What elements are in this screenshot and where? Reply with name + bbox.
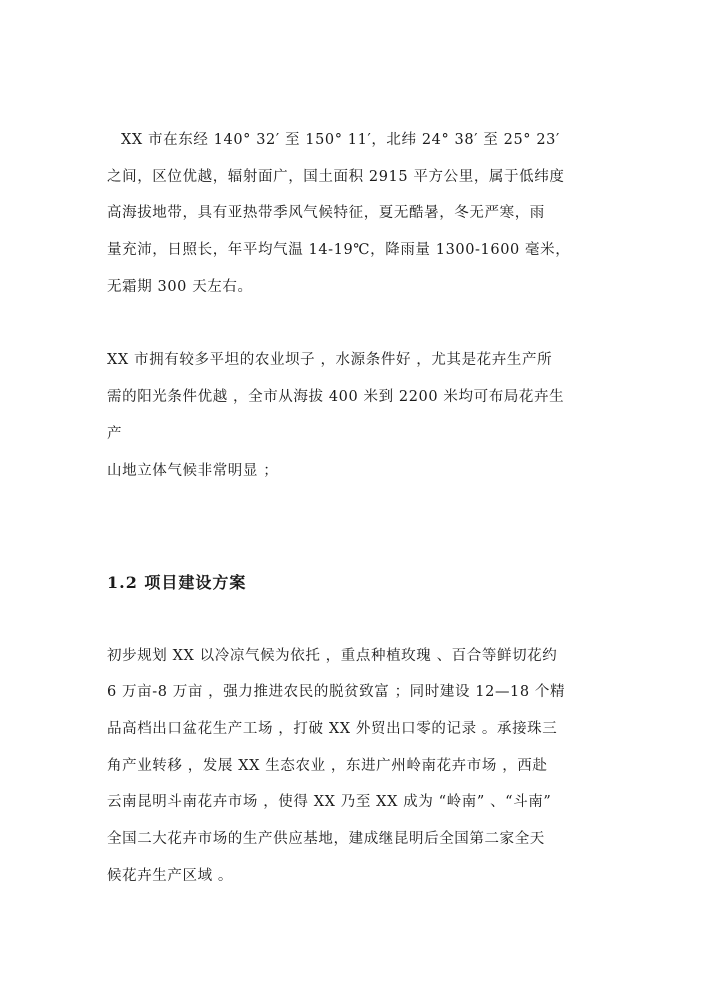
paragraph-2-line-2: 需的阳光条件优越 ，全市从海拔 400 米到 2200 米均可布局花卉生	[107, 389, 565, 405]
paragraph-1-line-4: 量充沛，日照长，年平均气温 14-19℃，降雨量 1300-1600 毫米，	[107, 242, 571, 258]
paragraph-3-line-6: 全国二大花卉市场的生产供应基地，建成继昆明后全国第二家全天	[107, 831, 545, 847]
section-heading: 1.2 项目建设方案	[107, 573, 247, 592]
paragraph-1-line-5: 无霜期 300 天左右。	[107, 279, 253, 295]
paragraph-2-line-1: XX 市拥有较多平坦的农业坝子 ，水源条件好 ，尤其是花卉生产所	[107, 352, 553, 368]
paragraph-1-line-3: 高海拔地带，具有亚热带季风气候特征，夏无酷暑，冬无严寒，雨	[107, 205, 545, 221]
paragraph-3-line-7: 候花卉生产区域 。	[107, 868, 234, 884]
paragraph-2-line-4: 山地立体气候非常明显 ；	[107, 463, 279, 479]
paragraph-2-line-3: 产	[107, 426, 123, 442]
paragraph-1-line-2: 之间，区位优越，辐射面广，国土面积 2915 平方公里，属于低纬度	[107, 169, 565, 185]
paragraph-3-line-2: 6 万亩-8 万亩 ，强力推进农民的脱贫致富 ；同时建设 12—18 个精	[107, 684, 566, 700]
paragraph-3-line-1: 初步规划 XX 以冷凉气候为依托 ，重点种植玫瑰 、百合等鲜切花约	[107, 648, 558, 664]
paragraph-3-line-5: 云南昆明斗南花卉市场 ，使得 XX 乃至 XX 成为 “岭南” 、“斗南”	[107, 794, 552, 810]
paragraph-3-line-3: 品高档出口盆花生产工场 ，打破 XX 外贸出口零的记录 。承接珠三	[107, 721, 558, 737]
paragraph-1-line-1: XX 市在东经 140° 32′ 至 150° 11′，北纬 24° 38′ 至 25° 23′	[121, 132, 560, 148]
paragraph-3-line-4: 角产业转移 ，发展 XX 生态农业 ，东进广州岭南花卉市场 ，西赴	[107, 758, 548, 774]
